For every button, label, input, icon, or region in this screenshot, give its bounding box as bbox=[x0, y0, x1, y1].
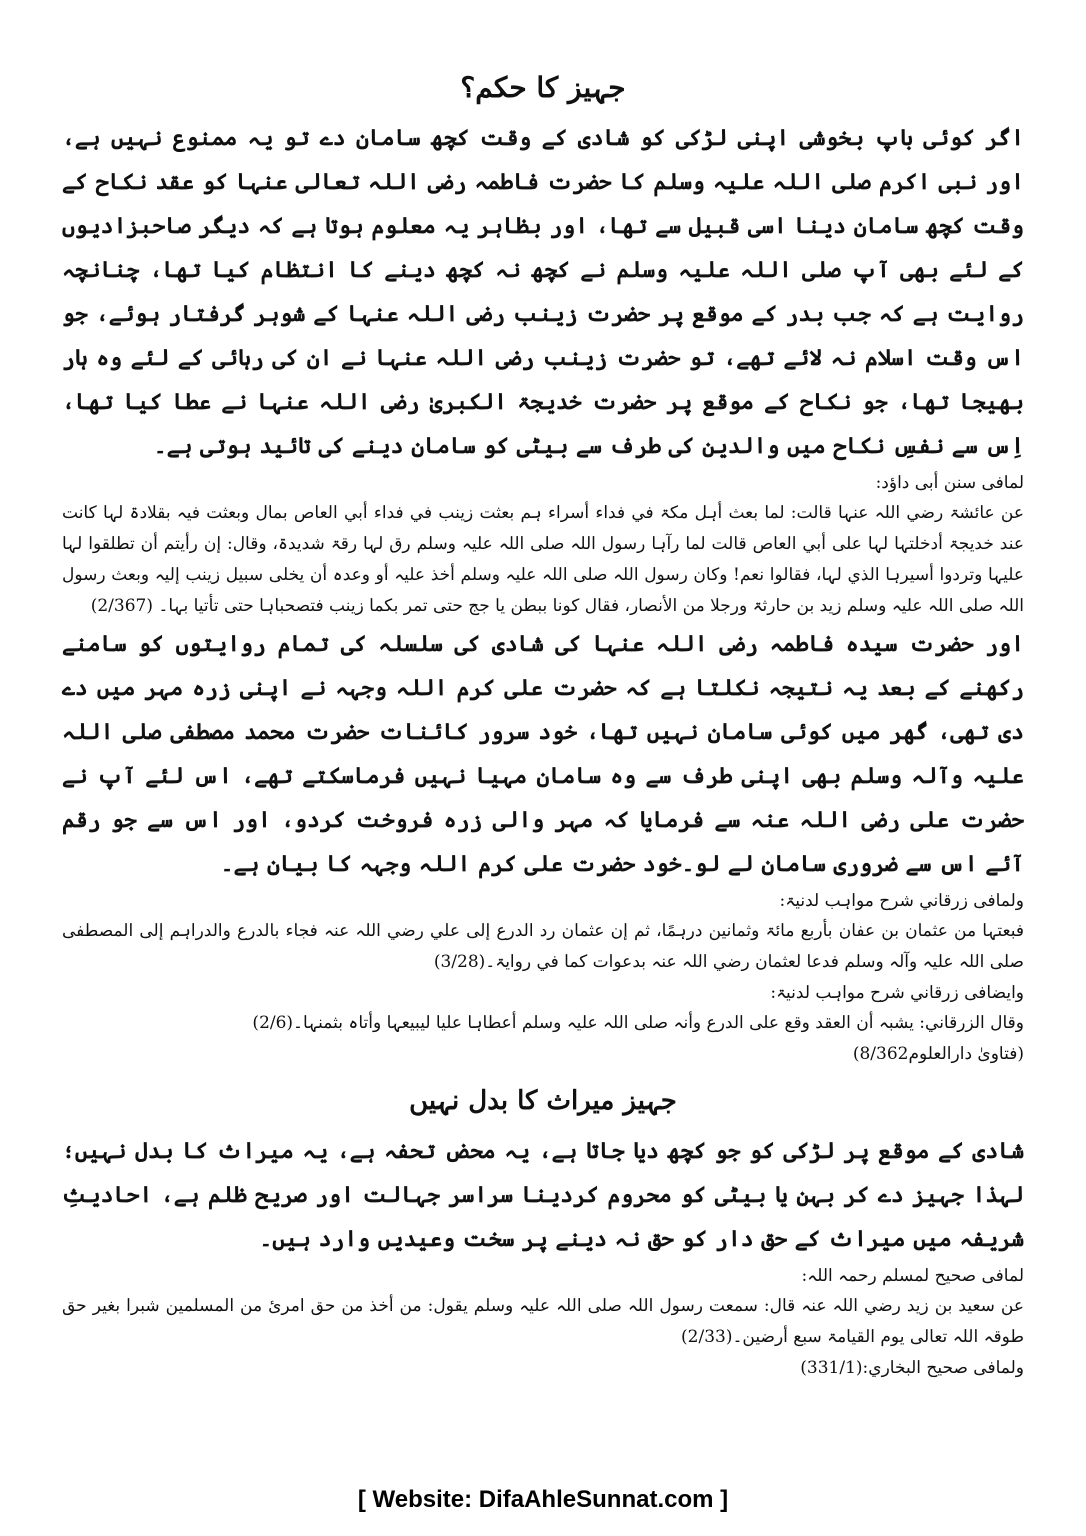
urdu-paragraph-2: اور حضرت سیدہ فاطمہ رضی اللہ عنہا کی شادی کی سلسلہ کی تمام روایتوں کو سامنے رکھنے کے بعد یہ نتیجہ نکلتا ہے کہ حضرت علی کرم اللہ وجہہ نے اپنی زرہ مہر میں دے دی تھی، گھر میں کوئی سامان نہیں تھا، خود سرور کائنات حضرت محمد مصطفی صلی اللہ علیہ وآلہ وسلم بھی اپنی طرف سے وہ سامان مہیا نہیں فرماسکتے تھے، اس لئے آپ نے حضرت علی رضی اللہ عنہ سے فرمایا کہ مہر والی زرہ فروخت کردو، اور اس سے جو رقم آئے اس سے ضروری سامان لے لو۔خود حضرت علی کرم اللہ وجہہ کا بیان ہے۔ bbox=[62, 631, 1024, 878]
section-title-not-inheritance: جہیز میراث کا بدل نہیں bbox=[409, 1086, 677, 1117]
reference-label-zurqani-2: وایضافی زرقاني شرح مواہب لدنیۃ: bbox=[770, 983, 1024, 1004]
reference-label-zurqani-1: ولمافی زرقاني شرح مواہب لدنیۃ: bbox=[779, 891, 1024, 912]
website-footer: [ Website: DifaAhleSunnat.com ] bbox=[357, 1486, 729, 1513]
arabic-hadith-abu-dawud: عن عائشۃ رضي اللہ عنہا قالت: لما بعث أہل مکۃ في فداء أسراء ہم بعثت زینب في فداء أبي العاص بمال وبعثت فیہ بقلادۃ لہا کانت عند خدیجۃ أدخلتہا لہا علی أبي العاص قالت لما رآہا رسول اللہ صلی اللہ علیہ وسلم رق لہا رقۃ شدیدۃ، وقال: إن رأیتم أن تطلقوا لہا علیہا وتردوا أسیرہا الذي لہا، فقالوا نعم! وکان رسول اللہ صلی اللہ علیہ وسلم أخذ علیہ أو وعدہ أن یخلی سبیل زینب إلیہ وبعث رسول اللہ صلی اللہ علیہ وسلم زید بن حارثۃ ورجلا من الأنصار، فقال کونا ببطن یا جج حتی تمر بکما زینب فتصحباہا حتی تأتیا بہا۔ (2/367) bbox=[62, 503, 1024, 617]
arabic-text-zurqani-2: وقال الزرقاني: یشبہ أن العقد وقع علی الدرع وأنہ صلی اللہ علیہ وسلم أعطاہا علیا لیبیعہا وأتاہ بثمنہا۔(2/6) bbox=[252, 1013, 1024, 1034]
section-title-dowry-ruling: جہیز کا حکم؟ bbox=[460, 71, 626, 104]
reference-label-muslim: لمافی صحیح لمسلم رحمہ اللہ: bbox=[801, 1266, 1024, 1287]
arabic-hadith-muslim: عن سعید بن زید رضي اللہ عنہ قال: سمعت رسول اللہ صلی اللہ علیہ وسلم یقول: من أخذ من حق امرئ من المسلمین شبرا بغیر حق طوقہ اللہ تعالی یوم القیامۃ سبع أرضین۔(2/33) bbox=[62, 1296, 1024, 1348]
arabic-text-zurqani-1: فبعتہا من عثمان بن عفان بأربع مائۃ وثمانین درہمًا، ثم إن عثمان رد الدرع إلی علي رضي اللہ عنہ فجاء بالدرع والدراہم إلی المصطفی صلی اللہ علیہ وآلہ وسلم فدعا لعثمان رضي اللہ عنہ بدعوات کما في روایۃ۔(3/28) bbox=[62, 921, 1024, 973]
reference-label-bukhari: ولمافی صحیح البخاري:(331/1) bbox=[800, 1358, 1024, 1379]
urdu-paragraph-3: شادی کے موقع پر لڑکی کو جو کچھ دیا جاتا ہے، یہ محض تحفہ ہے، یہ میراث کا بدل نہیں؛ لہذا جہیز دے کر بہن یا بیٹی کو محروم کردینا سراسر جہالت اور صریح ظلم ہے، احادیثِ شریفہ میں میراث کے حق دار کو حق نہ دینے پر سخت وعیدیں وارد ہیں۔ bbox=[62, 1138, 1024, 1253]
reference-label-abu-dawud: لمافی سنن أبی داؤد: bbox=[875, 473, 1024, 494]
fatawa-reference: (فتاویٰ دارالعلوم8/362) bbox=[852, 1044, 1024, 1065]
urdu-paragraph-1: اگر کوئی باپ بخوشی اپنی لڑکی کو شادی کے وقت کچھ سامان دے تو یہ ممنوع نہیں ہے، اور نبی اکرم صلی اللہ علیہ وسلم کا حضرت فاطمہ رضی اللہ تعالی عنہا کو عقد نکاح کے وقت کچھ سامان دینا اسی قبیل سے تھا، اور بظاہر یہ معلوم ہوتا ہے کہ دیگر صاحبزادیوں کے لئے بھی آپ صلی اللہ علیہ وسلم نے کچھ نہ کچھ دینے کا انتظام کیا تھا، چنانچہ روایت ہے کہ جب بدر کے موقع پر حضرت زینب رضی اللہ عنہا کے شوہر گرفتار ہوئے، جو اس وقت اسلام نہ لائے تھے، تو حضرت زینب رضی اللہ عنہا نے ان کی رہائی کے لئے وہ ہار بھیجا تھا، جو نکاح کے موقع پر حضرت خدیجۃ الکبریٰ رضی اللہ عنہا نے عطا کیا تھا، اِس سے نفسِ نکاح میں والدین کی طرف سے بیٹی کو سامان دینے کی تائید ہوتی ہے۔ bbox=[62, 125, 1024, 460]
